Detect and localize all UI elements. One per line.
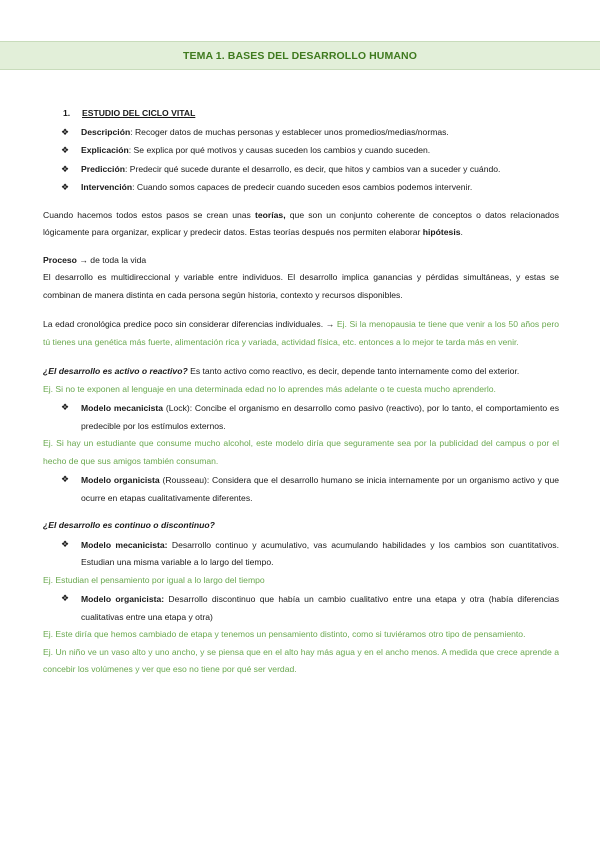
section-heading (63, 106, 559, 121)
activo-example: Ej. Si no te exponen al lenguaje en una determinada edad no lo aprendes más adelante o te cuesta mucho aprenderlo. (43, 383, 496, 394)
bullet-mecanicista-activo (61, 400, 559, 435)
model-term: Modelo mecanicista: (81, 539, 168, 550)
organicista-continuo-example-2: Ej. Un niño ve un vaso alto y uno ancho, y se piensa que en el alto hay más agua y en el ancho menos. A medida que crece aprende a concebir los volúmenes y ver que eso no tiene por qué ser verdad. (43, 646, 559, 674)
model-term: Modelo mecanicista (81, 403, 164, 413)
bullet-text: : Predecir qué sucede durante el desarrollo, es decir, que hitos y cambios van a suceder y cuándo. (124, 163, 501, 174)
model-text: (Lock): Concibe el organismo en desarrollo como pasivo (reactivo), por lo tanto, el comportamiento es predecible por los estímulos externos. (81, 403, 559, 431)
bullet-text: : Se explica por qué motivos y causas suceden los cambios y cuando suceden. (128, 145, 431, 155)
teorias-paragraph (43, 207, 559, 242)
bullet-intervencion (61, 180, 559, 195)
proceso-label: Proceso (43, 254, 77, 265)
text-run: . (460, 227, 463, 237)
edad-text: La edad cronológica predice poco sin considerar diferencias individuales. → (43, 319, 337, 329)
proceso-paragraph: El desarrollo es multidireccional y variable entre individuos. El desarrollo implica ganancias y pérdidas simultáneas, y estas se combinan de manera distinta en cada persona según historia, contexto y recursos disponibles. (43, 272, 559, 300)
bullet-term: Explicación (81, 145, 129, 155)
diamond-bullet-icon: ❖ (61, 402, 70, 412)
bullet-term: Descripción (81, 126, 131, 137)
diamond-bullet-icon: ❖ (61, 474, 70, 484)
edad-example: Ej. Si la menopausia te tiene que venir a los 50 años pero tú tienes una genética más fuerte, alimentación rica y variada, actividad física, etc. entonces a lo mejor te tarda más en venir. (43, 319, 559, 347)
bullet-prediccion (61, 162, 559, 177)
bullet-organicista-activo (61, 472, 559, 507)
model-text: (Rousseau): Considera que el desarrollo humano se inicia internamente por un organismo activo y que ocurre en etapas cualitativamente diferentes. (81, 475, 560, 503)
document-body (43, 106, 559, 679)
continuo-question-text: ¿El desarrollo es continuo o discontinuo? (43, 520, 215, 530)
model-term: Modelo organicista: (81, 594, 165, 604)
diamond-bullet-icon: ❖ (61, 538, 70, 549)
diamond-bullet-icon: ❖ (61, 182, 70, 192)
proceso-rest: → de toda la vida (76, 254, 147, 265)
text-run: Cuando hacemos todos estos pasos se crean unas (43, 209, 256, 220)
organicista-continuo-example-1: Ej. Este diría que hemos cambiado de etapa y tenemos un pensamiento distinto, como si tuviéramos otro tipo de pensamiento. (43, 629, 526, 639)
bullet-mecanicista-continuo (61, 537, 559, 572)
bullet-descripcion (61, 125, 559, 140)
diamond-bullet-icon: ❖ (61, 163, 70, 174)
diamond-bullet-icon: ❖ (61, 145, 70, 155)
section-title: ESTUDIO DEL CICLO VITAL (82, 108, 196, 118)
diamond-bullet-icon: ❖ (61, 593, 70, 603)
bullet-term: Predicción (81, 163, 125, 174)
edad-paragraph (43, 316, 559, 351)
text-run: que son un conjunto coherente de conceptos o datos relacionados lógicamente para organizar, explicar y predecir datos. Estas teorías después nos permiten elaborar (43, 209, 559, 237)
activo-paragraph (43, 363, 559, 381)
title-banner (0, 41, 600, 70)
continuo-question (43, 517, 559, 535)
mecanicista-continuo-example: Ej. Estudian el pensamiento por igual a lo largo del tiempo (43, 574, 265, 585)
model-term: Modelo organicista (81, 475, 160, 485)
bullet-explicacion (61, 143, 559, 158)
bullet-organicista-continuo (61, 591, 559, 626)
page-title: TEMA 1. BASES DEL DESARROLLO HUMANO (183, 49, 417, 62)
bullet-text: : Recoger datos de muchas personas y establecer unos promedios/medias/normas. (130, 126, 449, 137)
model-text: Desarrollo continuo y acumulativo, vas acumulando habilidades y los cambios son cuantitativos. Estudian una misma variable a lo largo del tiempo. (81, 539, 559, 567)
term-hipotesis: hipótesis (422, 227, 461, 237)
term-teorias: teorías, (255, 209, 286, 220)
diamond-bullet-icon: ❖ (61, 126, 70, 137)
activo-question: ¿El desarrollo es activo o reactivo? (43, 366, 188, 376)
model-text: Desarrollo discontinuo que había un cambio cualitativo entre una etapa y otra (había diferencias cualitativas entre una etapa y otra) (81, 594, 559, 622)
bullet-text: : Cuando somos capaces de predecir cuando suceden esos cambios podemos intervenir. (132, 182, 473, 192)
section-number: 1. (63, 108, 71, 118)
bullet-term: Intervención (81, 182, 133, 192)
activo-answer: Es tanto activo como reactivo, es decir, depende tanto internamente como del exterior. (187, 366, 520, 376)
proceso-heading (43, 252, 559, 270)
mecanicista-example: Ej. Si hay un estudiante que consume mucho alcohol, este modelo diría que seguramente sea por la publicidad del campus o por el hecho de que sus amigos también consuman. (43, 438, 559, 466)
